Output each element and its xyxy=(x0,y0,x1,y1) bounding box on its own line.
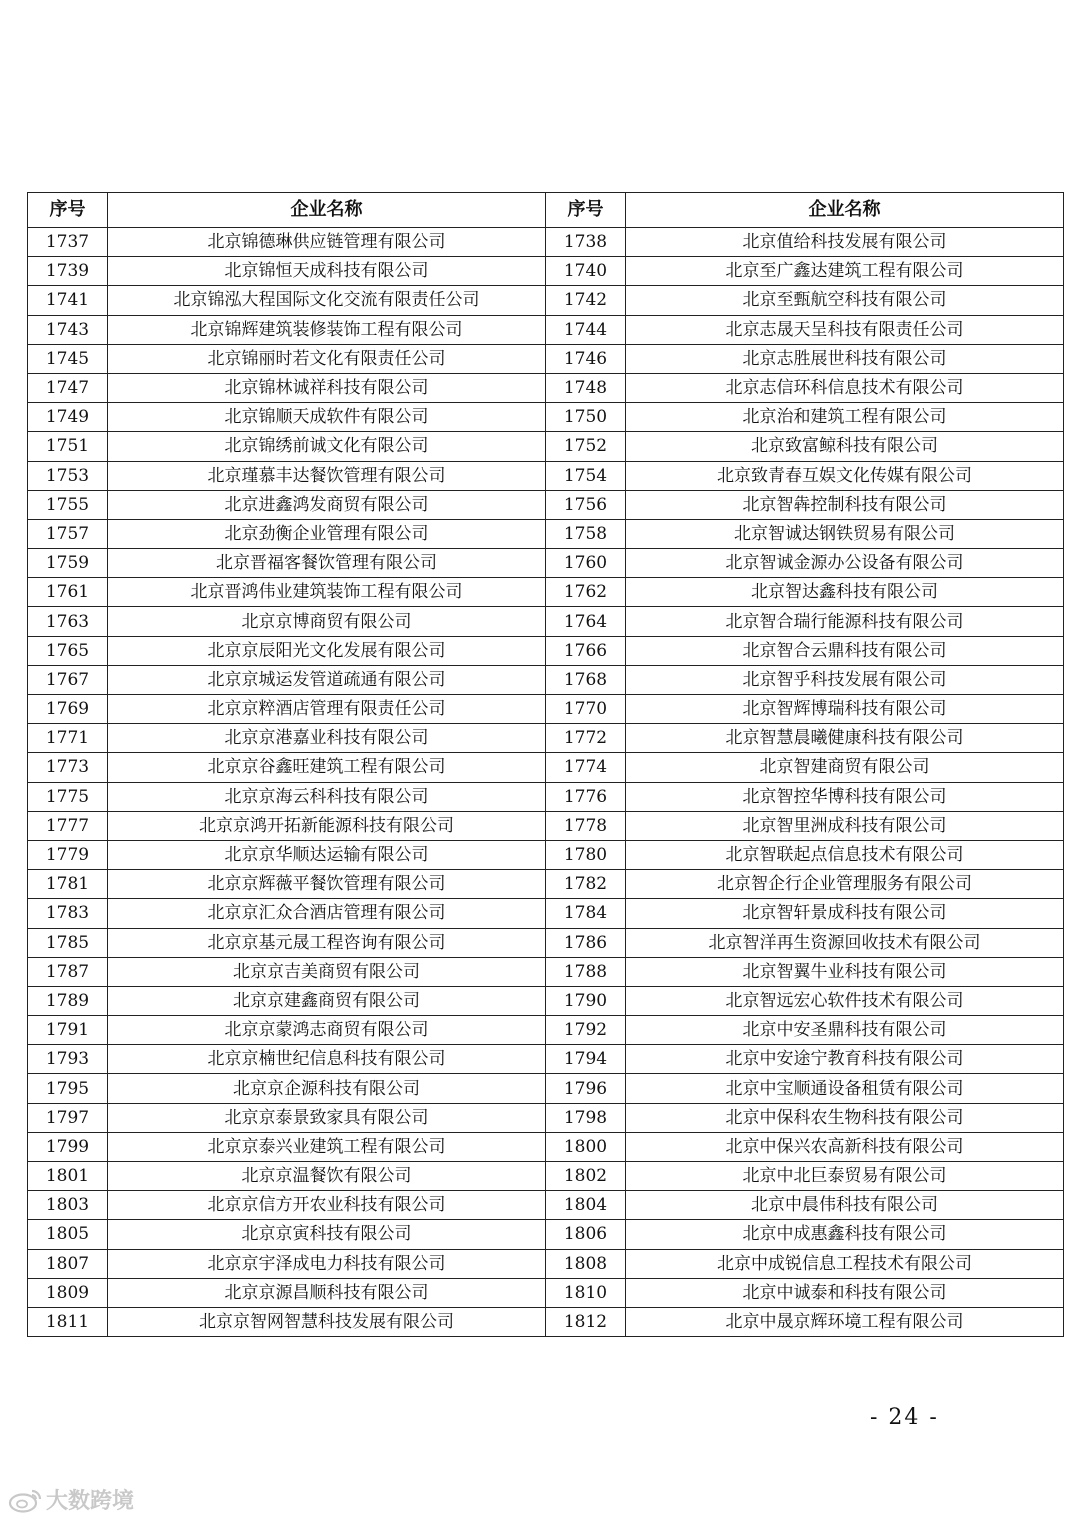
table-row xyxy=(28,228,1064,257)
serial-cell: 1749 xyxy=(28,403,108,432)
company-name-cell: 北京智合瑞行能源科技有限公司 xyxy=(626,607,1064,636)
table-row xyxy=(28,286,1064,315)
serial-cell: 1763 xyxy=(28,607,108,636)
serial-cell: 1805 xyxy=(28,1220,108,1249)
company-name-cell: 北京中宝顺通设备租赁有限公司 xyxy=(626,1074,1064,1103)
serial-cell: 1791 xyxy=(28,1016,108,1045)
company-name-cell: 北京治和建筑工程有限公司 xyxy=(626,403,1064,432)
serial-cell: 1775 xyxy=(28,782,108,811)
serial-cell: 1743 xyxy=(28,315,108,344)
serial-cell: 1761 xyxy=(28,578,108,607)
company-name-cell: 北京锦泓大程国际文化交流有限责任公司 xyxy=(108,286,546,315)
serial-cell: 1748 xyxy=(546,373,626,402)
table-row xyxy=(28,490,1064,519)
company-name-cell: 北京志晟天呈科技有限责任公司 xyxy=(626,315,1064,344)
serial-cell: 1777 xyxy=(28,811,108,840)
table-row xyxy=(28,695,1064,724)
table-row xyxy=(28,899,1064,928)
serial-cell: 1810 xyxy=(546,1278,626,1307)
serial-cell: 1785 xyxy=(28,928,108,957)
serial-cell: 1740 xyxy=(546,257,626,286)
serial-cell: 1741 xyxy=(28,286,108,315)
company-name-cell: 北京京辉薇平餐饮管理有限公司 xyxy=(108,870,546,899)
table-row xyxy=(28,578,1064,607)
table-row xyxy=(28,461,1064,490)
company-name-cell: 北京智联起点信息技术有限公司 xyxy=(626,840,1064,869)
table-row xyxy=(28,1074,1064,1103)
table-row xyxy=(28,607,1064,636)
serial-cell: 1742 xyxy=(546,286,626,315)
serial-cell: 1767 xyxy=(28,665,108,694)
table-row xyxy=(28,724,1064,753)
company-name-cell: 北京中晟京辉环境工程有限公司 xyxy=(626,1307,1064,1336)
company-name-cell: 北京锦林诚祥科技有限公司 xyxy=(108,373,546,402)
company-name-cell: 北京智辉博瑞科技有限公司 xyxy=(626,695,1064,724)
serial-cell: 1760 xyxy=(546,549,626,578)
serial-cell: 1772 xyxy=(546,724,626,753)
serial-cell: 1750 xyxy=(546,403,626,432)
company-name-cell: 北京智企行企业管理服务有限公司 xyxy=(626,870,1064,899)
company-name-cell: 北京瑾慕丰达餐饮管理有限公司 xyxy=(108,461,546,490)
company-name-cell: 北京京企源科技有限公司 xyxy=(108,1074,546,1103)
serial-cell: 1770 xyxy=(546,695,626,724)
company-name-cell: 北京中保兴农高新科技有限公司 xyxy=(626,1132,1064,1161)
company-name-cell: 北京锦绣前诚文化有限公司 xyxy=(108,432,546,461)
table-row xyxy=(28,403,1064,432)
serial-cell: 1809 xyxy=(28,1278,108,1307)
serial-cell: 1793 xyxy=(28,1045,108,1074)
company-name-cell: 北京智诚金源办公设备有限公司 xyxy=(626,549,1064,578)
company-name-cell: 北京智合云鼎科技有限公司 xyxy=(626,636,1064,665)
company-name-cell: 北京京泰景致家具有限公司 xyxy=(108,1103,546,1132)
serial-cell: 1798 xyxy=(546,1103,626,1132)
company-name-cell: 北京京博商贸有限公司 xyxy=(108,607,546,636)
company-name-cell: 北京京海云科科技有限公司 xyxy=(108,782,546,811)
company-name-cell: 北京志信环科信息技术有限公司 xyxy=(626,373,1064,402)
table-row xyxy=(28,957,1064,986)
serial-cell: 1811 xyxy=(28,1307,108,1336)
company-name-cell: 北京智翼牛业科技有限公司 xyxy=(626,957,1064,986)
company-name-cell: 北京至甄航空科技有限公司 xyxy=(626,286,1064,315)
company-name-cell: 北京中晨伟科技有限公司 xyxy=(626,1191,1064,1220)
serial-cell: 1747 xyxy=(28,373,108,402)
serial-cell: 1783 xyxy=(28,899,108,928)
table-row xyxy=(28,665,1064,694)
company-name-cell: 北京智远宏心软件技术有限公司 xyxy=(626,986,1064,1015)
company-name-cell: 北京京粹酒店管理有限责任公司 xyxy=(108,695,546,724)
company-name-cell: 北京京鸿开拓新能源科技有限公司 xyxy=(108,811,546,840)
serial-cell: 1782 xyxy=(546,870,626,899)
company-name-cell: 北京京港嘉业科技有限公司 xyxy=(108,724,546,753)
company-name-cell: 北京京基元晟工程咨询有限公司 xyxy=(108,928,546,957)
serial-cell: 1797 xyxy=(28,1103,108,1132)
table-row xyxy=(28,928,1064,957)
serial-cell: 1790 xyxy=(546,986,626,1015)
serial-cell: 1794 xyxy=(546,1045,626,1074)
serial-cell: 1778 xyxy=(546,811,626,840)
table-row xyxy=(28,1278,1064,1307)
company-name-cell: 北京志胜展世科技有限公司 xyxy=(626,344,1064,373)
serial-cell: 1764 xyxy=(546,607,626,636)
serial-cell: 1784 xyxy=(546,899,626,928)
company-name-cell: 北京智建商贸有限公司 xyxy=(626,753,1064,782)
table-row xyxy=(28,1220,1064,1249)
serial-cell: 1789 xyxy=(28,986,108,1015)
serial-cell: 1788 xyxy=(546,957,626,986)
header-company-left: 企业名称 xyxy=(108,193,546,228)
serial-cell: 1744 xyxy=(546,315,626,344)
watermark-text: 大数跨境 xyxy=(46,1489,135,1514)
company-name-cell: 北京致青春互娱文化传媒有限公司 xyxy=(626,461,1064,490)
company-name-cell: 北京中成锐信息工程技术有限公司 xyxy=(626,1249,1064,1278)
company-name-cell: 北京致富鲸科技有限公司 xyxy=(626,432,1064,461)
serial-cell: 1771 xyxy=(28,724,108,753)
serial-cell: 1759 xyxy=(28,549,108,578)
company-name-cell: 北京中北巨泰贸易有限公司 xyxy=(626,1162,1064,1191)
company-name-cell: 北京进鑫鸿发商贸有限公司 xyxy=(108,490,546,519)
header-serial-right: 序号 xyxy=(546,193,626,228)
serial-cell: 1756 xyxy=(546,490,626,519)
company-name-cell: 北京智诚达钢铁贸易有限公司 xyxy=(626,519,1064,548)
table-row xyxy=(28,257,1064,286)
company-name-cell: 北京京辰阳光文化发展有限公司 xyxy=(108,636,546,665)
table-row xyxy=(28,432,1064,461)
serial-cell: 1781 xyxy=(28,870,108,899)
serial-cell: 1754 xyxy=(546,461,626,490)
page-number: - 24 - xyxy=(870,1405,939,1430)
serial-cell: 1774 xyxy=(546,753,626,782)
serial-cell: 1765 xyxy=(28,636,108,665)
company-name-cell: 北京京吉美商贸有限公司 xyxy=(108,957,546,986)
company-name-cell: 北京京建鑫商贸有限公司 xyxy=(108,986,546,1015)
table-row xyxy=(28,986,1064,1015)
table-row xyxy=(28,870,1064,899)
serial-cell: 1799 xyxy=(28,1132,108,1161)
company-list-table-container xyxy=(27,192,1063,1337)
company-name-cell: 北京智达鑫科技有限公司 xyxy=(626,578,1064,607)
table-row xyxy=(28,315,1064,344)
serial-cell: 1769 xyxy=(28,695,108,724)
company-name-cell: 北京锦辉建筑装修装饰工程有限公司 xyxy=(108,315,546,344)
company-name-cell: 北京京泰兴业建筑工程有限公司 xyxy=(108,1132,546,1161)
watermark xyxy=(8,1484,134,1515)
company-name-cell: 北京晋福客餐饮管理有限公司 xyxy=(108,549,546,578)
serial-cell: 1766 xyxy=(546,636,626,665)
serial-cell: 1752 xyxy=(546,432,626,461)
table-row xyxy=(28,1191,1064,1220)
company-name-cell: 北京锦丽时若文化有限责任公司 xyxy=(108,344,546,373)
company-name-cell: 北京中保科农生物科技有限公司 xyxy=(626,1103,1064,1132)
company-name-cell: 北京智慧晨曦健康科技有限公司 xyxy=(626,724,1064,753)
table-row xyxy=(28,1249,1064,1278)
company-name-cell: 北京中安途宁教育科技有限公司 xyxy=(626,1045,1064,1074)
table-row xyxy=(28,1016,1064,1045)
company-name-cell: 北京京楠世纪信息科技有限公司 xyxy=(108,1045,546,1074)
table-row xyxy=(28,811,1064,840)
table-row xyxy=(28,1162,1064,1191)
table-row xyxy=(28,1307,1064,1336)
company-name-cell: 北京智里洲成科技有限公司 xyxy=(626,811,1064,840)
company-name-cell: 北京中诚泰和科技有限公司 xyxy=(626,1278,1064,1307)
serial-cell: 1803 xyxy=(28,1191,108,1220)
serial-cell: 1738 xyxy=(546,228,626,257)
serial-cell: 1776 xyxy=(546,782,626,811)
serial-cell: 1796 xyxy=(546,1074,626,1103)
serial-cell: 1739 xyxy=(28,257,108,286)
company-name-cell: 北京京城运发管道疏通有限公司 xyxy=(108,665,546,694)
table-row xyxy=(28,840,1064,869)
serial-cell: 1802 xyxy=(546,1162,626,1191)
table-row xyxy=(28,549,1064,578)
serial-cell: 1737 xyxy=(28,228,108,257)
company-name-cell: 北京京宇泽成电力科技有限公司 xyxy=(108,1249,546,1278)
company-name-cell: 北京京源昌顺科技有限公司 xyxy=(108,1278,546,1307)
serial-cell: 1745 xyxy=(28,344,108,373)
company-name-cell: 北京京汇众合酒店管理有限公司 xyxy=(108,899,546,928)
company-name-cell: 北京至广鑫达建筑工程有限公司 xyxy=(626,257,1064,286)
company-name-cell: 北京京温餐饮有限公司 xyxy=(108,1162,546,1191)
table-row xyxy=(28,344,1064,373)
serial-cell: 1801 xyxy=(28,1162,108,1191)
company-name-cell: 北京京蒙鸿志商贸有限公司 xyxy=(108,1016,546,1045)
company-name-cell: 北京中成惠鑫科技有限公司 xyxy=(626,1220,1064,1249)
company-name-cell: 北京智犇控制科技有限公司 xyxy=(626,490,1064,519)
company-name-cell: 北京京智网智慧科技发展有限公司 xyxy=(108,1307,546,1336)
table-row xyxy=(28,1103,1064,1132)
company-name-cell: 北京智控华博科技有限公司 xyxy=(626,782,1064,811)
company-name-cell: 北京京寅科技有限公司 xyxy=(108,1220,546,1249)
company-name-cell: 北京劲衡企业管理有限公司 xyxy=(108,519,546,548)
company-name-cell: 北京智轩景成科技有限公司 xyxy=(626,899,1064,928)
serial-cell: 1812 xyxy=(546,1307,626,1336)
table-row xyxy=(28,519,1064,548)
serial-cell: 1755 xyxy=(28,490,108,519)
serial-cell: 1758 xyxy=(546,519,626,548)
serial-cell: 1787 xyxy=(28,957,108,986)
serial-cell: 1762 xyxy=(546,578,626,607)
serial-cell: 1807 xyxy=(28,1249,108,1278)
weibo-logo-icon xyxy=(8,1487,42,1513)
company-list-table xyxy=(27,192,1064,1337)
header-company-right: 企业名称 xyxy=(626,193,1064,228)
serial-cell: 1773 xyxy=(28,753,108,782)
serial-cell: 1806 xyxy=(546,1220,626,1249)
company-name-cell: 北京智乎科技发展有限公司 xyxy=(626,665,1064,694)
serial-cell: 1757 xyxy=(28,519,108,548)
company-name-cell: 北京锦德琳供应链管理有限公司 xyxy=(108,228,546,257)
company-name-cell: 北京晋鸿伟业建筑装饰工程有限公司 xyxy=(108,578,546,607)
company-name-cell: 北京值给科技发展有限公司 xyxy=(626,228,1064,257)
serial-cell: 1786 xyxy=(546,928,626,957)
company-name-cell: 北京锦恒天成科技有限公司 xyxy=(108,257,546,286)
company-name-cell: 北京京谷鑫旺建筑工程有限公司 xyxy=(108,753,546,782)
table-row xyxy=(28,373,1064,402)
company-name-cell: 北京智洋再生资源回收技术有限公司 xyxy=(626,928,1064,957)
company-name-cell: 北京京华顺达运输有限公司 xyxy=(108,840,546,869)
serial-cell: 1795 xyxy=(28,1074,108,1103)
serial-cell: 1768 xyxy=(546,665,626,694)
table-row xyxy=(28,1045,1064,1074)
table-body xyxy=(28,228,1064,1337)
serial-cell: 1746 xyxy=(546,344,626,373)
table-row xyxy=(28,636,1064,665)
serial-cell: 1751 xyxy=(28,432,108,461)
serial-cell: 1779 xyxy=(28,840,108,869)
table-row xyxy=(28,782,1064,811)
serial-cell: 1753 xyxy=(28,461,108,490)
company-name-cell: 北京京信方开农业科技有限公司 xyxy=(108,1191,546,1220)
table-row xyxy=(28,1132,1064,1161)
company-name-cell: 北京锦顺天成软件有限公司 xyxy=(108,403,546,432)
serial-cell: 1780 xyxy=(546,840,626,869)
company-name-cell: 北京中安圣鼎科技有限公司 xyxy=(626,1016,1064,1045)
table-row xyxy=(28,753,1064,782)
serial-cell: 1792 xyxy=(546,1016,626,1045)
table-header-row xyxy=(28,193,1064,228)
serial-cell: 1800 xyxy=(546,1132,626,1161)
serial-cell: 1808 xyxy=(546,1249,626,1278)
serial-cell: 1804 xyxy=(546,1191,626,1220)
header-serial-left: 序号 xyxy=(28,193,108,228)
